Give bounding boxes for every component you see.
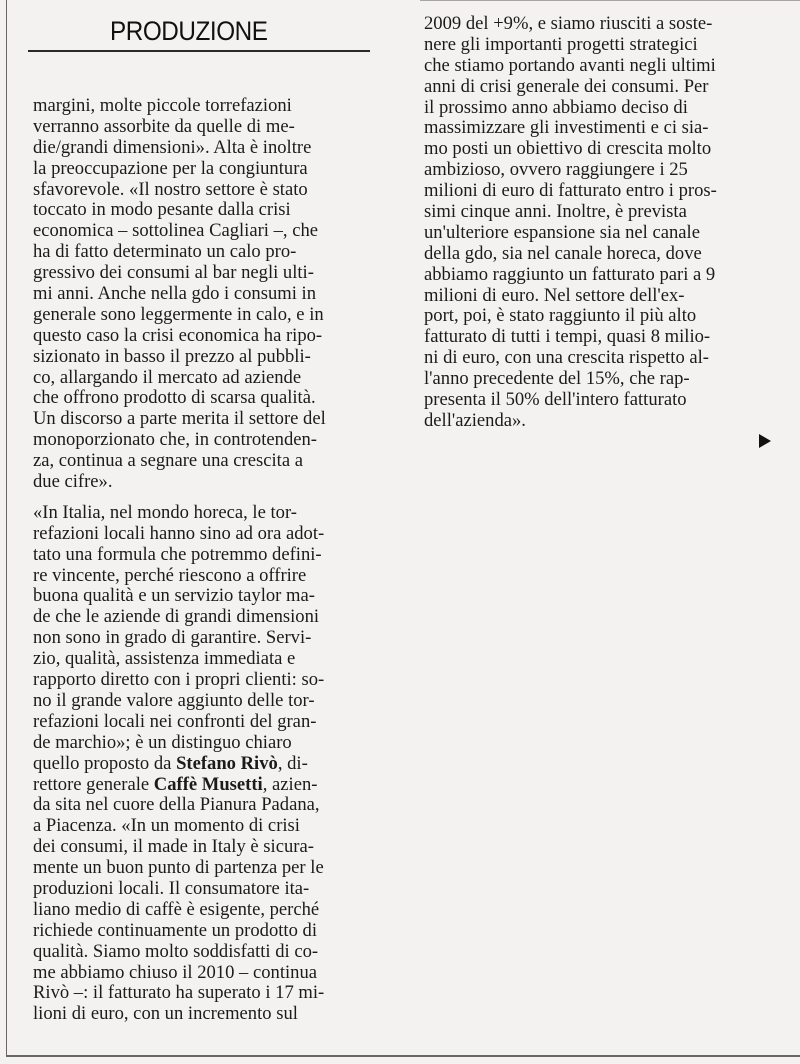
text-line: Rivò –: il fatturato ha superato i 17 mi- (33, 982, 325, 1004)
text-line: a Piacenza. «In un momento di crisi (33, 815, 300, 837)
text-line: ha di fatto determinato un calo pro- (33, 241, 297, 263)
text-line: della gdo, sia nel canale horeca, dove (424, 242, 702, 264)
text-line: nere gli importanti progetti strategici (424, 33, 698, 55)
text-line: che stiamo portando avanti negli ultimi (424, 54, 716, 76)
text-line: un'ulteriore espansione sia nel canale (424, 221, 700, 243)
text-line: monoporzionato che, in controtenden- (33, 429, 317, 451)
text-line: sfavorevole. «Il nostro settore è stato (33, 178, 308, 200)
text-line: 2009 del +9%, e siamo riusciti a soste- (424, 13, 713, 34)
text-line: da sita nel cuore della Pianura Padana, (33, 794, 320, 816)
text-line: dell'azienda». (424, 409, 526, 431)
text-line: gressivo dei consumi al bar negli ulti- (33, 262, 314, 284)
text-line (33, 754, 378, 775)
text-line: toccato in modo pesante dalla crisi (33, 199, 291, 221)
text-line: economica – sottolinea Cagliari –, che (33, 220, 319, 242)
text-line: de che le aziende di grandi dimensioni (33, 606, 320, 628)
text-line: refazioni locali nei confronti del gran- (33, 710, 317, 732)
text-line: de marchio»; è un distinguo chiaro (33, 731, 292, 753)
text-line: presenta il 50% dell'intero fatturato (424, 389, 687, 411)
company-name: Caffè Musetti (153, 773, 263, 795)
text-line: zio, qualità, assistenza immediata e (33, 648, 296, 670)
text-line: milioni di euro. Nel settore dell'ex- (424, 284, 685, 306)
text-line: refazioni locali hanno sino ad ora adot- (33, 522, 325, 544)
text-line: die/grandi dimensioni». Alta è inoltre (33, 136, 312, 158)
text-line: mente un buon punto di partenza per le (33, 857, 324, 879)
text-line (33, 775, 378, 796)
text-line: port, poi, è stato raggiunto il più alto (424, 305, 697, 327)
text-line: massimizzare gli investimenti e ci sia- (424, 117, 709, 139)
text-fragment: , azien- (262, 773, 318, 795)
text-line: qualità. Siamo molto soddisfatti di co- (33, 940, 319, 962)
text-line: milioni di euro di fatturato entro i pros- (424, 180, 717, 202)
text-line: buona qualità e un servizio taylor ma- (33, 585, 315, 607)
text-line: sizionato in basso il prezzo al pubbli- (33, 345, 311, 367)
text-line: dei consumi, il made in Italy è sicura- (33, 836, 314, 858)
section-title-underline (28, 50, 370, 52)
text-line: l'anno precedente del 15%, che rap- (424, 368, 690, 390)
text-line: questo caso la crisi economica ha ripo- (33, 324, 323, 346)
text-line: tato una formula che potremmo defini- (33, 543, 322, 565)
top-border-rule (420, 0, 800, 1)
article-left-column (33, 96, 378, 1025)
text-line: mi anni. Anche nella gdo i consumi in (33, 283, 316, 305)
text-fragment: , di- (277, 752, 308, 774)
text-line: lioni di euro, con un incremento sul (33, 1003, 298, 1025)
text-line: ni di euro, con una crescita rispetto al- (424, 347, 709, 369)
text-line: anni di crisi generale dei consumi. Per (424, 75, 709, 97)
text-line: non sono in grado di garantire. Servi- (33, 627, 312, 649)
text-line: fatturato di tutti i tempi, quasi 8 milio- (424, 326, 711, 348)
bottom-border-rule (6, 1055, 800, 1057)
text-fragment: quello proposto da (33, 752, 177, 774)
text-line: che offrono prodotto di scarsa qualità. (33, 387, 316, 409)
person-name: Stefano Rivò (176, 752, 278, 774)
text-line: verranno assorbite da quelle di me- (33, 115, 295, 137)
text-line: Un discorso a parte merita il settore del (33, 408, 326, 430)
text-line: produzioni locali. Il consumatore ita- (33, 877, 310, 899)
text-line: ambizioso, ovvero raggiungere i 25 (424, 159, 688, 181)
text-line: re vincente, perché riescono a offrire (33, 564, 307, 586)
text-line: due cifre». (33, 471, 113, 493)
text-line: za, continua a segnare una crescita a (33, 450, 303, 472)
text-line: margini, molte piccole torrefazioni (33, 95, 292, 116)
right-triangle-icon (759, 434, 771, 448)
text-line: liano medio di caffè è esigente, perché (33, 898, 320, 920)
text-fragment: rettore generale (33, 773, 154, 795)
text-line: co, allargando il mercato ad aziende (33, 366, 302, 388)
left-border-rule (6, 0, 7, 1056)
text-line: richiede continuamente un prodotto di (33, 919, 317, 941)
text-line: il prossimo anno abbiamo deciso di (424, 96, 688, 118)
text-line: me abbiamo chiuso il 2010 – continua (33, 961, 318, 983)
article-right-column (424, 14, 774, 432)
text-line: la preoccupazione per la congiuntura (33, 157, 308, 179)
text-line: mo posti un obiettivo di crescita molto (424, 138, 712, 160)
text-line: rapporto diretto con i propri clienti: so- (33, 669, 325, 691)
text-line: generale sono leggermente in calo, e in (33, 303, 324, 325)
text-line: abbiamo raggiunto un fatturato pari a 9 (424, 263, 716, 285)
section-title: PRODUZIONE (110, 16, 268, 46)
text-line: simi cinque anni. Inoltre, è prevista (424, 201, 687, 223)
text-line: no il grande valore aggiunto delle tor- (33, 689, 315, 711)
text-line: «In Italia, nel mondo horeca, le tor- (33, 501, 297, 523)
